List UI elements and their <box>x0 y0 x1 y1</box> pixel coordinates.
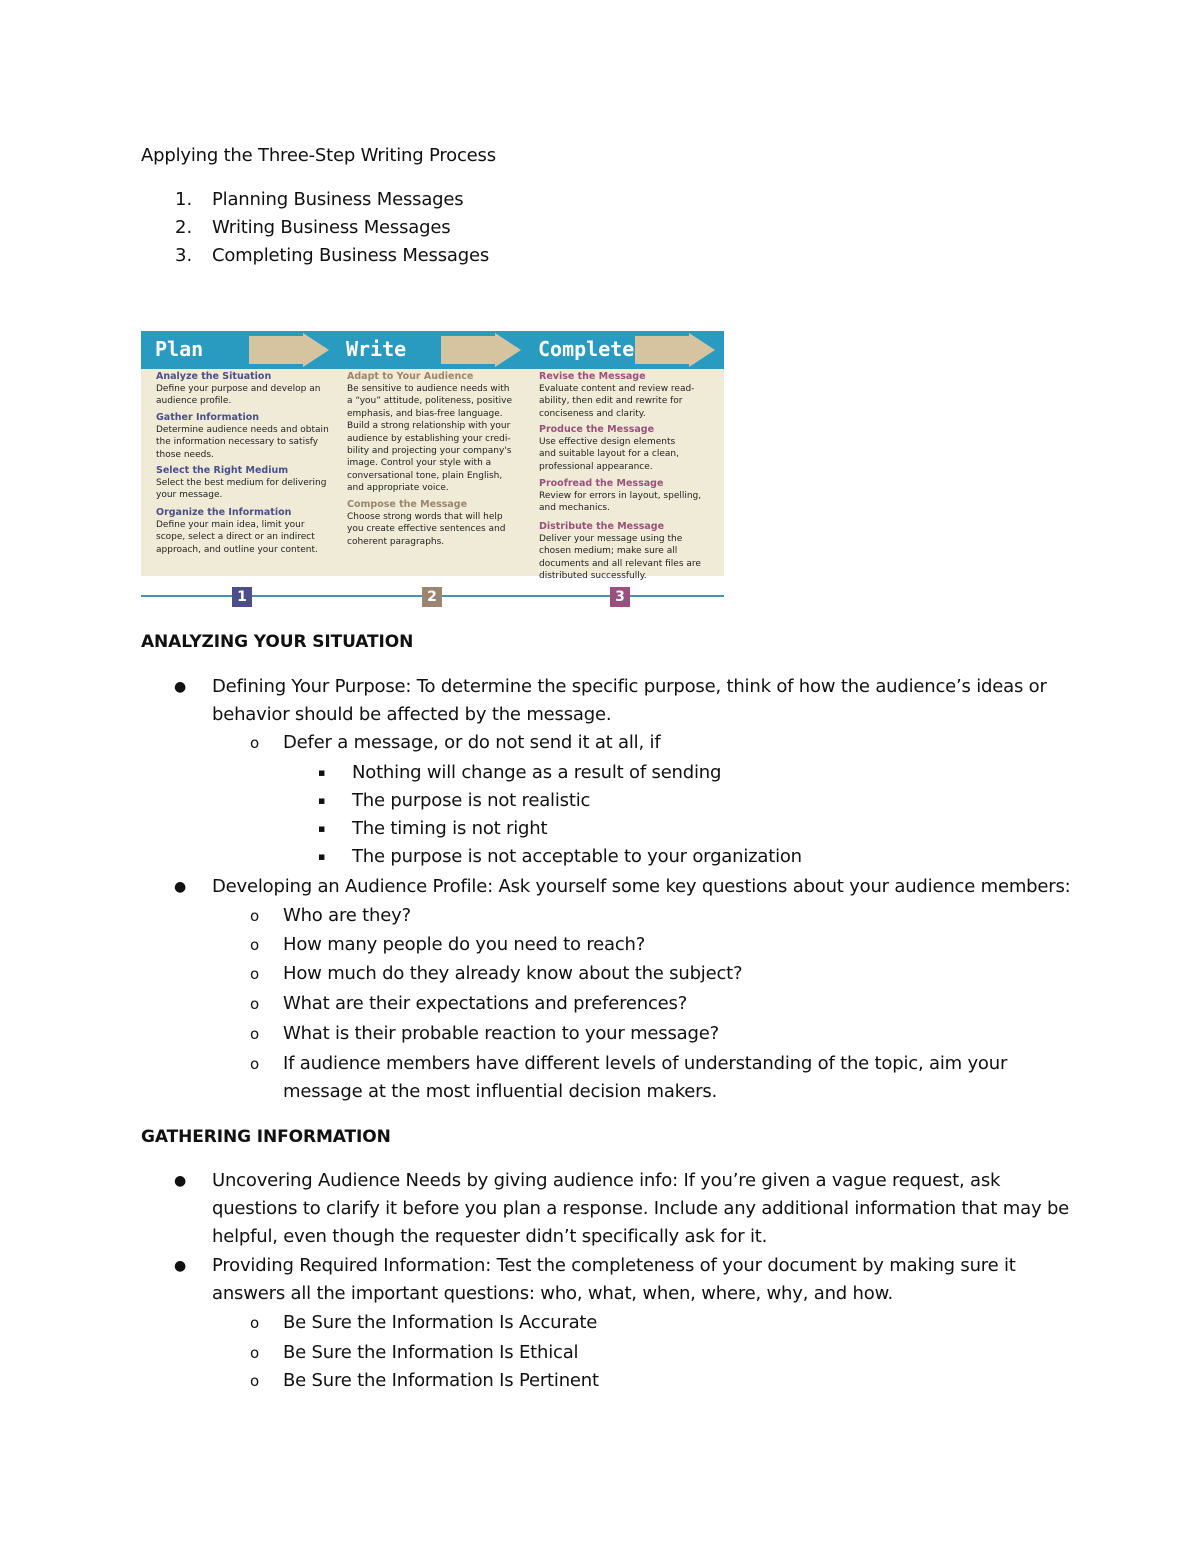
bullet-icon: ● <box>174 879 187 895</box>
step-number-badge: 3 <box>610 587 630 607</box>
circle-bullet-icon: o <box>250 1314 260 1332</box>
bullet-text: Developing an Audience Profile: Ask yourself some key questions about your audience members: <box>212 876 1071 897</box>
column-title-write: Write <box>346 337 407 361</box>
list-item: What are their expectations and preferences? <box>283 993 688 1014</box>
section-heading: Proofread the Message <box>539 478 664 489</box>
section-text: Deliver your message using the chosen medium; make sure all documents and all relevant files are distributed successfully. <box>539 534 701 582</box>
list-item: The timing is not right <box>352 818 548 839</box>
bullet-text: helpful, even though the requester didn’t specifically ask for it. <box>212 1226 768 1247</box>
list-number: 3. <box>175 245 193 266</box>
list-item: Nothing will change as a result of sending <box>352 762 722 783</box>
list-item: Be Sure the Information Is Pertinent <box>283 1370 599 1391</box>
list-item: Who are they? <box>283 905 411 926</box>
bullet-text: Providing Required Information: Test the completeness of your document by making sure it <box>212 1255 1016 1276</box>
list-item: message at the most influential decision makers. <box>283 1081 718 1102</box>
section-text: Review for errors in layout, spelling, and mechanics. <box>539 491 702 514</box>
list-item: Completing Business Messages <box>212 245 489 266</box>
section-heading: Produce the Message <box>539 424 655 435</box>
bullet-text: answers all the important questions: who, what, when, where, why, and how. <box>212 1283 893 1304</box>
arrow-right-icon <box>441 333 521 367</box>
section-text: Define your purpose and develop an audience profile. <box>156 384 321 407</box>
section-heading: Organize the Information <box>156 507 292 518</box>
section-text: Define your main idea, limit your scope, select a direct or an indirect approach, and outline your content. <box>156 520 318 555</box>
bullet-icon: ● <box>174 679 187 695</box>
circle-bullet-icon: o <box>250 995 260 1013</box>
circle-bullet-icon: o <box>250 907 260 925</box>
circle-bullet-icon: o <box>250 1025 260 1043</box>
step-number-badge: 2 <box>422 587 442 607</box>
square-bullet-icon: ▪ <box>318 850 326 863</box>
list-item: How much do they already know about the subject? <box>283 963 743 984</box>
list-number: 2. <box>175 217 193 238</box>
square-bullet-icon: ▪ <box>318 766 326 779</box>
circle-bullet-icon: o <box>250 1055 260 1073</box>
list-item: Be Sure the Information Is Accurate <box>283 1312 598 1333</box>
bullet-text: questions to clarify it before you plan a response. Include any additional information that may be <box>212 1198 1070 1219</box>
doc-title: Applying the Three-Step Writing Process <box>141 145 496 166</box>
section-heading: Gather Information <box>156 412 259 423</box>
list-number: 1. <box>175 189 193 210</box>
list-item: Writing Business Messages <box>212 217 451 238</box>
circle-bullet-icon: o <box>250 734 260 752</box>
bullet-text: behavior should be affected by the message. <box>212 704 612 725</box>
list-item: How many people do you need to reach? <box>283 934 646 955</box>
circle-bullet-icon: o <box>250 1344 260 1362</box>
column-title-plan: Plan <box>155 337 204 361</box>
circle-bullet-icon: o <box>250 936 260 954</box>
square-bullet-icon: ▪ <box>318 822 326 835</box>
section-text: Use effective design elements and suitable layout for a clean, professional appearance. <box>539 437 679 472</box>
section-heading: Select the Right Medium <box>156 465 289 476</box>
section-heading: Adapt to Your Audience <box>347 371 474 382</box>
section-text: Determine audience needs and obtain the information necessary to satisfy those needs. <box>156 425 329 460</box>
three-step-process-figure <box>141 331 724 605</box>
list-item: If audience members have different levels of understanding of the topic, aim your <box>283 1053 1008 1074</box>
bullet-text: Uncovering Audience Needs by giving audience info: If you’re given a vague request, ask <box>212 1170 1001 1191</box>
list-item: Be Sure the Information Is Ethical <box>283 1342 579 1363</box>
square-bullet-icon: ▪ <box>318 794 326 807</box>
list-item: The purpose is not realistic <box>352 790 591 811</box>
section-heading: Distribute the Message <box>539 521 665 532</box>
list-item: The purpose is not acceptable to your organization <box>352 846 802 867</box>
section-text: Select the best medium for delivering your message. <box>156 478 327 501</box>
step-number-badge: 1 <box>232 587 252 607</box>
section-heading: Analyze the Situation <box>156 371 272 382</box>
section-text: Choose strong words that will help you create effective sentences and coherent paragraphs. <box>347 512 506 547</box>
circle-bullet-icon: o <box>250 965 260 983</box>
section-heading-analyzing: ANALYZING YOUR SITUATION <box>141 632 414 652</box>
list-item: Planning Business Messages <box>212 189 464 210</box>
section-heading-gathering: GATHERING INFORMATION <box>141 1127 391 1147</box>
section-heading: Compose the Message <box>347 499 468 510</box>
sub-bullet-text: Defer a message, or do not send it at all, if <box>283 732 661 753</box>
arrow-right-icon <box>249 333 329 367</box>
list-item: What is their probable reaction to your message? <box>283 1023 719 1044</box>
section-heading: Revise the Message <box>539 371 646 382</box>
bullet-icon: ● <box>174 1258 187 1274</box>
bullet-text: Defining Your Purpose: To determine the specific purpose, think of how the audience’s ideas or <box>212 676 1047 697</box>
arrow-right-icon <box>635 333 715 367</box>
section-text: Be sensitive to audience needs with a “you” attitude, politeness, positive emphasis, and bias-free language. Build a strong relationship with your audience by establishing your credi- bility and projecting your company's image. Control your style with a conversational tone, plain English, and appropriate voice. <box>347 384 512 494</box>
circle-bullet-icon: o <box>250 1372 260 1390</box>
section-text: Evaluate content and review read- ability, then edit and rewrite for conciseness and clarity. <box>539 384 695 419</box>
bullet-icon: ● <box>174 1173 187 1189</box>
column-title-complete: Complete <box>538 337 635 361</box>
